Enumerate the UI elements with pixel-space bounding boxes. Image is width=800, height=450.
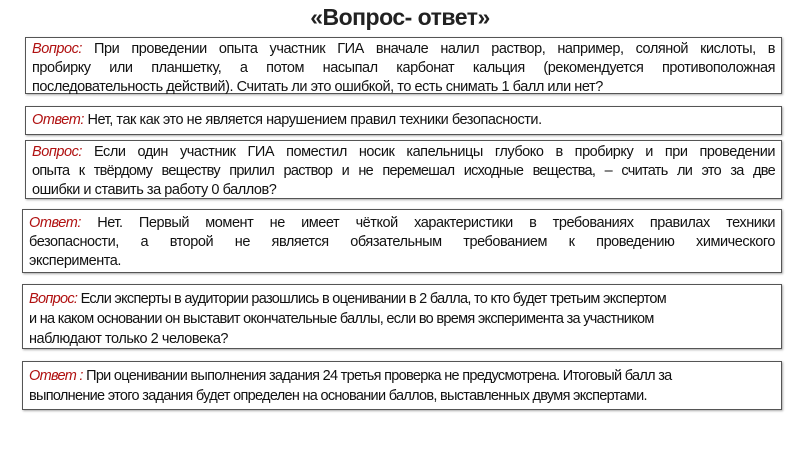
text-line: выполнение этого задания будет определен на основании баллов, выставленных двумя экспертами. bbox=[29, 388, 647, 404]
text-line: Вопрос: При проведении опыта участник ГИА вначале налил раствор, например, соляной кислоты, в bbox=[32, 41, 775, 57]
text-line: безопасности, а второй не является обязательным требованием к проведению химического bbox=[29, 234, 775, 250]
question-label: Вопрос: bbox=[32, 144, 82, 160]
text-line: наблюдают только 2 человека? bbox=[29, 331, 229, 347]
page-title: «Вопрос- ответ» bbox=[310, 4, 490, 30]
text-line: пробирку или планшетку, а потом насыпал карбонат кальция (рекомендуется противоположная bbox=[32, 60, 775, 76]
text-line: Вопрос: Если один участник ГИА поместил носик капельницы глубоко в пробирку и при проведении bbox=[32, 144, 775, 160]
text-line: и на каком основании он выставит окончательные баллы, если во время эксперимента за участником bbox=[29, 311, 654, 327]
question-box-3 bbox=[22, 284, 782, 349]
question-box-1 bbox=[25, 37, 782, 94]
answer-box-1 bbox=[25, 106, 782, 135]
text-line: эксперимента. bbox=[29, 253, 121, 269]
answer-box-3 bbox=[22, 361, 782, 410]
question-label: Вопрос: bbox=[29, 291, 78, 307]
question-label: Вопрос: bbox=[32, 41, 82, 57]
question-box-2 bbox=[25, 140, 782, 199]
answer-label: Ответ: bbox=[32, 112, 84, 128]
text-line: ошибки и ставить за работу 0 баллов? bbox=[32, 182, 277, 198]
text-line: Ответ: Нет. Первый момент не имеет чёткой характеристики в требованиях правилах техники bbox=[29, 215, 775, 231]
answer-label: Ответ : bbox=[29, 368, 83, 384]
text-line: Вопрос: Если эксперты в аудитории разошлись в оценивании в 2 балла, то кто будет третьим экспертом bbox=[29, 291, 667, 307]
text-line: последовательность действий). Считать ли это ошибкой, то есть снимать 1 балл или нет? bbox=[32, 79, 603, 95]
text-line: Ответ: Нет, так как это не является нарушением правил техники безопасности. bbox=[32, 112, 542, 128]
text-line: Ответ : При оценивании выполнения задания 24 третья проверка не предусмотрена. Итоговый балл за bbox=[29, 368, 672, 384]
text-line: опыта к твёрдому веществу прилил раствор и не перемешал исходные вещества, – считать ли это за две bbox=[32, 163, 775, 179]
answer-label: Ответ: bbox=[29, 215, 81, 231]
answer-box-2 bbox=[22, 209, 782, 273]
